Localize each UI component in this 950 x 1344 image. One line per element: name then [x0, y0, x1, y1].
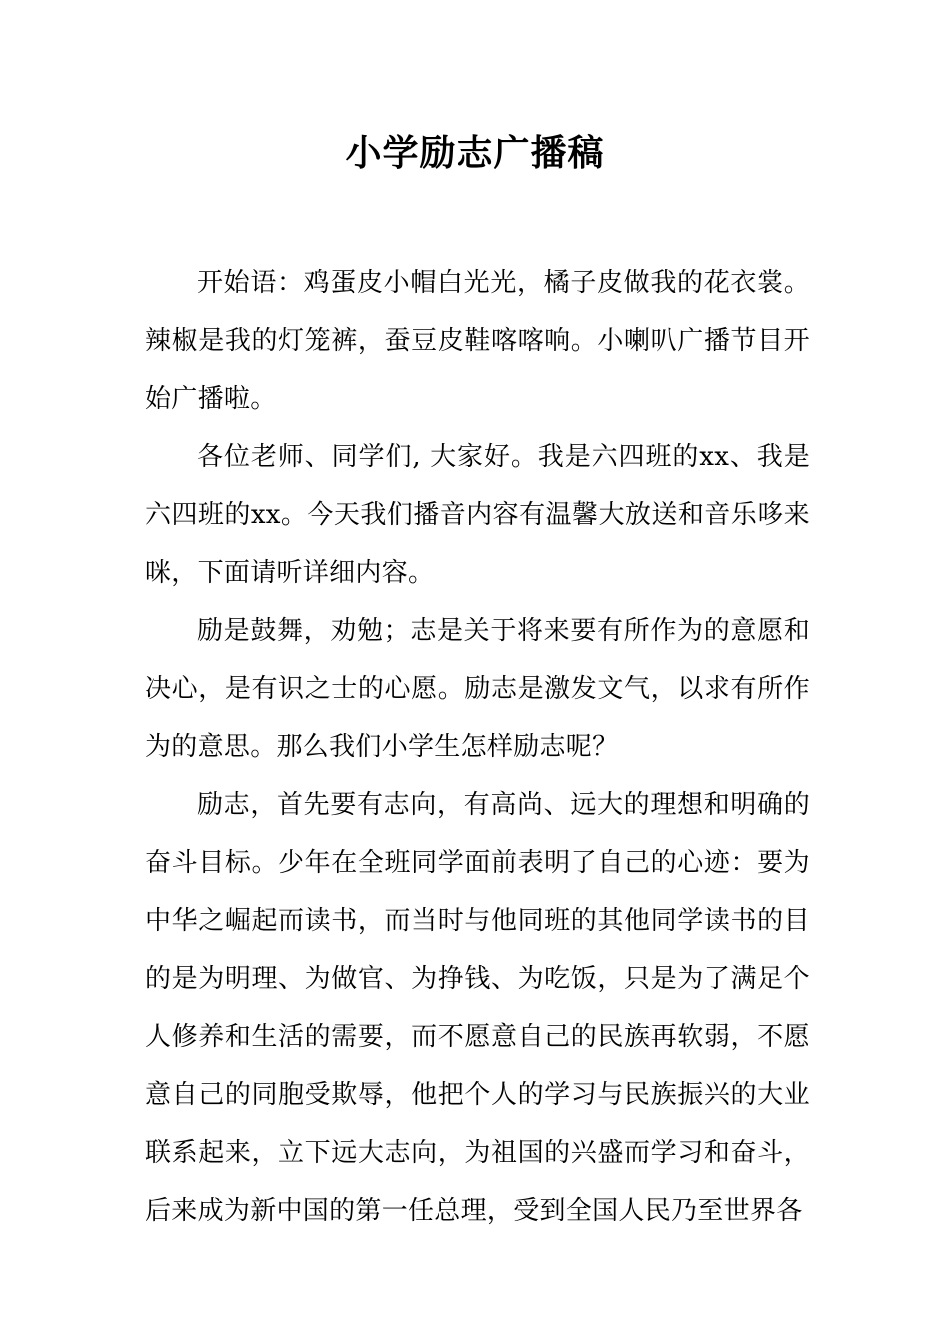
document-body — [145, 254, 810, 1240]
paragraph-opening: 开始语：鸡蛋皮小帽白光光，橘子皮做我的花衣裳。辣椒是我的灯笼裤，蚕豆皮鞋喀喀响。小喇叭广播节目开始广播啦。 — [145, 268, 810, 414]
document-title: 小学励志广播稿 — [345, 132, 605, 174]
paragraph-definition: 励是鼓舞，劝勉；志是关于将来要有所作为的意愿和决心，是有识之士的心愿。励志是激发文气，以求有所作为的意思。那么我们小学生怎样励志呢？ — [145, 616, 810, 762]
paragraph-ambition: 励志，首先要有志向，有高尚、远大的理想和明确的奋斗目标。少年在全班同学面前表明了自己的心迹：要为中华之崛起而读书，而当时与他同班的其他同学读书的目的是为明理、为做官、为挣钱、为吃饭，只是为了满足个人修养和生活的需要，而不愿意自己的民族再软弱，不愿意自己的同胞受欺辱，他把个人的学习与民族振兴的大业联系起来，立下远大志向，为祖国的兴盛而学习和奋斗，后来成为新中国的第一任总理，受到全国人民乃至世界各 — [145, 790, 810, 1226]
paragraph-greeting: 各位老师、同学们, 大家好。我是六四班的xx、我是六四班的xx。今天我们播音内容有温馨大放送和音乐哆来咪，下面请听详细内容。 — [145, 442, 810, 588]
